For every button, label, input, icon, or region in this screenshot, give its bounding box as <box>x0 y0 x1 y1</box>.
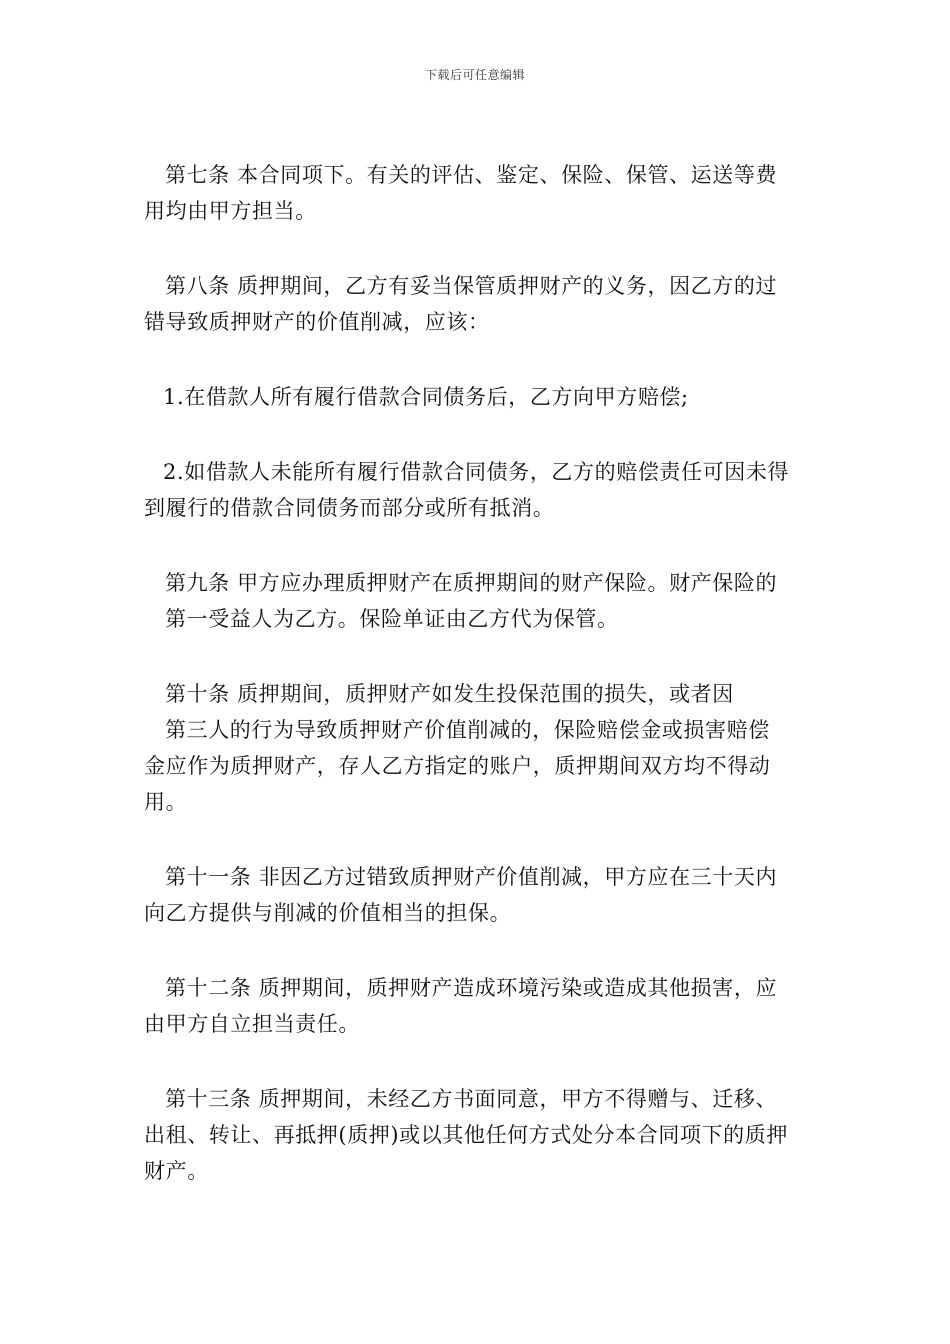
article-10-line-4: 用。 <box>144 790 188 814</box>
article-8-line-2: 错导致质押财产的价值削减，应该： <box>144 310 490 334</box>
article-9-line-1: 第九条 甲方应办理质押财产在质押期间的财产保险。财产保险的 <box>165 571 778 595</box>
article-11-line-2: 向乙方提供与削减的价值相当的担保。 <box>144 901 512 925</box>
article-12-line-1: 第十二条 质押期间，质押财产造成环境污染或造成其他损害，应 <box>165 976 778 1000</box>
document-body <box>144 157 810 1228</box>
article-8-item-2-line-2: 到履行的借款合同债务而部分或所有抵消。 <box>144 496 555 520</box>
article-13-line-2: 出租、转让、再抵押(质押)或以其他任何方式处分本合同项下的质押 <box>144 1123 788 1147</box>
article-10-line-1: 第十条 质押期间，质押财产如发生投保范围的损失，或者因 <box>165 682 734 706</box>
article-8-item-1-line-1: 1.在借款人所有履行借款合同债务后，乙方向甲方赔偿; <box>163 385 689 409</box>
article-7-line-1: 第七条 本合同项下。有关的评估、鉴定、保险、保管、运送等费 <box>165 163 778 187</box>
article-9 <box>144 565 810 637</box>
article-11 <box>144 859 810 931</box>
article-7 <box>144 157 810 229</box>
article-8-item-1 <box>144 379 810 415</box>
article-12-line-2: 由甲方自立担当责任。 <box>144 1012 360 1036</box>
article-10 <box>144 676 810 820</box>
article-8-line-1: 第八条 质押期间，乙方有妥当保管质押财产的义务，因乙方的过 <box>165 274 778 298</box>
article-11-line-1: 第十一条 非因乙方过错致质押财产价值削减，甲方应在三十天内 <box>165 865 778 889</box>
article-13-line-1: 第十三条 质押期间，未经乙方书面同意，甲方不得赠与、迁移、 <box>165 1087 778 1111</box>
article-8 <box>144 268 810 340</box>
article-13 <box>144 1081 810 1189</box>
article-12 <box>144 970 810 1042</box>
article-8-item-2 <box>144 454 810 526</box>
article-9-line-2: 第一受益人为乙方。保险单证由乙方代为保管。 <box>165 607 619 631</box>
article-13-line-3: 财产。 <box>144 1159 209 1183</box>
page-header: 下载后可任意编辑 <box>424 68 525 82</box>
article-10-line-3: 金应作为质押财产，存人乙方指定的账户，质押期间双方均不得动 <box>144 754 771 778</box>
article-10-line-2: 第三人的行为导致质押财产价值削减的，保险赔偿金或损害赔偿 <box>165 718 770 742</box>
article-8-item-2-line-1: 2.如借款人未能所有履行借款合同债务，乙方的赔偿责任可因未得 <box>163 460 790 484</box>
article-7-line-2: 用均由甲方担当。 <box>144 199 317 223</box>
